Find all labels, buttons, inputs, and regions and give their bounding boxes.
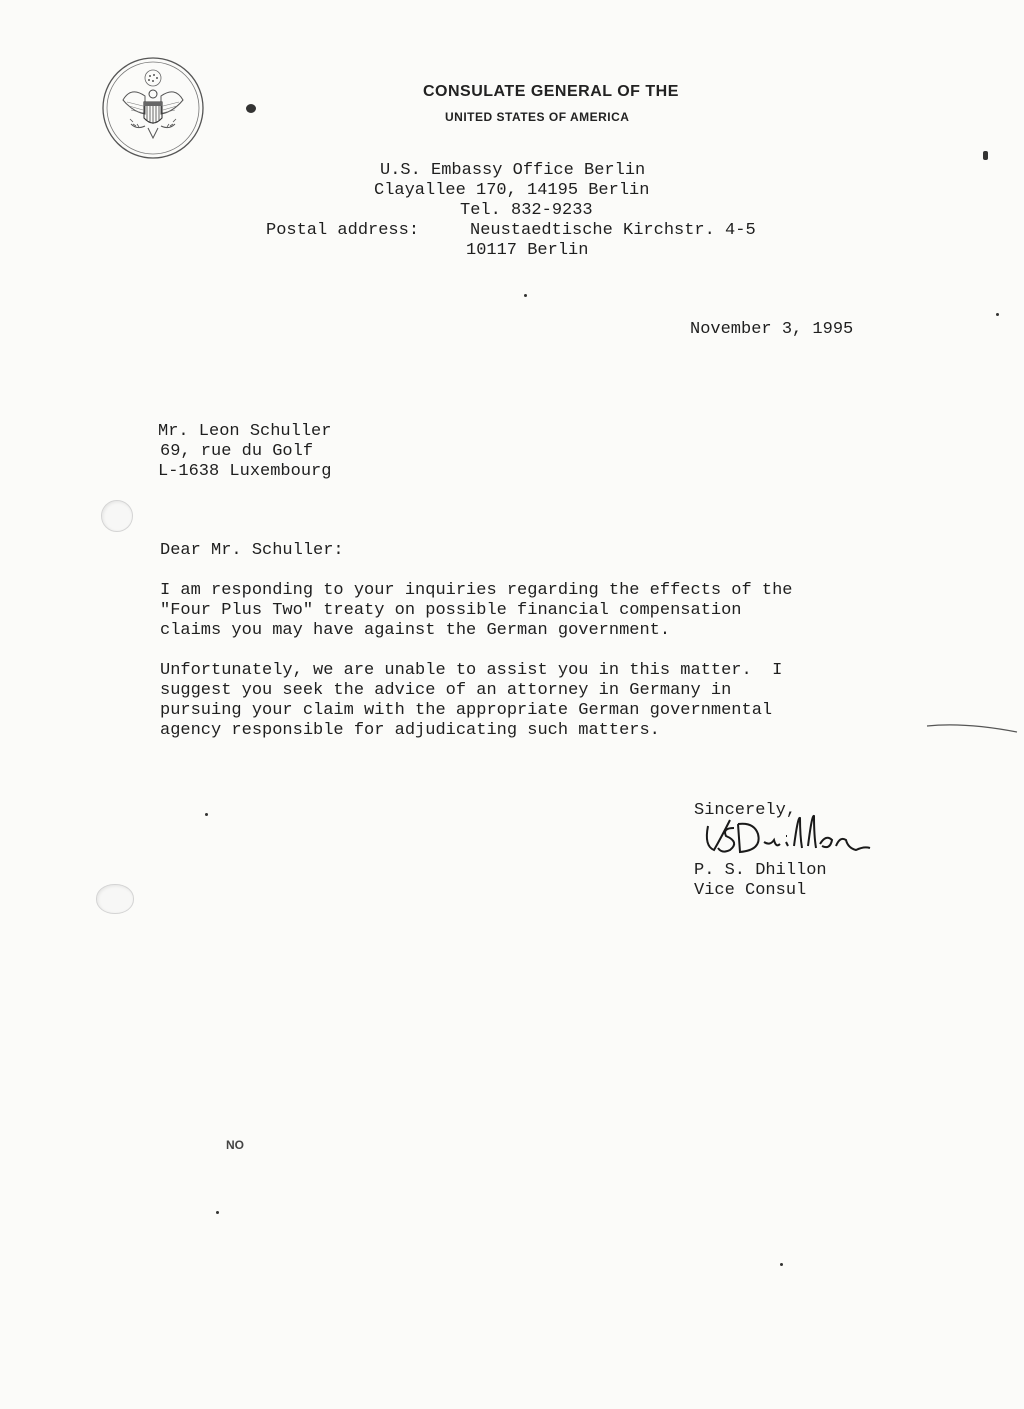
great-seal-icon: [101, 56, 205, 160]
recipient-city: L-1638 Luxembourg: [158, 462, 332, 481]
ink-speck: [205, 813, 208, 816]
address-line-office: U.S. Embassy Office Berlin: [380, 161, 646, 180]
address-line-phone: Tel. 832-9233: [460, 201, 593, 220]
postal-address-label: Postal address:: [266, 221, 420, 240]
stamp-mark: NO: [226, 1138, 244, 1152]
valediction: Sincerely,: [694, 801, 797, 820]
postal-address-street: Neustaedtische Kirchstr. 4-5: [470, 221, 756, 240]
punch-hole: [101, 500, 133, 532]
ink-speck: [983, 151, 988, 160]
ink-speck: [524, 294, 527, 297]
postal-address-city: 10117 Berlin: [466, 241, 589, 260]
ink-speck: [996, 313, 999, 316]
body-line: pursuing your claim with the appropriate German governmental: [160, 701, 773, 720]
salutation: Dear Mr. Schuller:: [160, 541, 344, 560]
body-line: suggest you seek the advice of an attorney in Germany in: [160, 681, 732, 700]
letterhead-subtitle: UNITED STATES OF AMERICA: [445, 110, 630, 124]
handwritten-signature: [700, 806, 880, 868]
body-line: Unfortunately, we are unable to assist you in this matter. I: [160, 661, 783, 680]
ink-speck: [216, 1211, 219, 1214]
ink-speck: [246, 104, 256, 113]
recipient-street: 69, rue du Golf: [160, 442, 314, 461]
address-line-street: Clayallee 170, 14195 Berlin: [374, 181, 650, 200]
ink-speck: [780, 1263, 783, 1266]
body-line: I am responding to your inquiries regarding the effects of the: [160, 581, 793, 600]
signer-title: Vice Consul: [694, 881, 807, 900]
stray-pen-mark: [925, 720, 1020, 740]
recipient-name: Mr. Leon Schuller: [158, 422, 332, 441]
letter-date: November 3, 1995: [690, 320, 854, 339]
body-line: agency responsible for adjudicating such matters.: [160, 721, 660, 740]
signer-name: P. S. Dhillon: [694, 861, 827, 880]
letterhead-title: CONSULATE GENERAL OF THE: [423, 83, 679, 100]
body-line: claims you may have against the German government.: [160, 621, 671, 640]
body-line: "Four Plus Two" treaty on possible financial compensation: [160, 601, 742, 620]
punch-hole: [96, 884, 134, 914]
